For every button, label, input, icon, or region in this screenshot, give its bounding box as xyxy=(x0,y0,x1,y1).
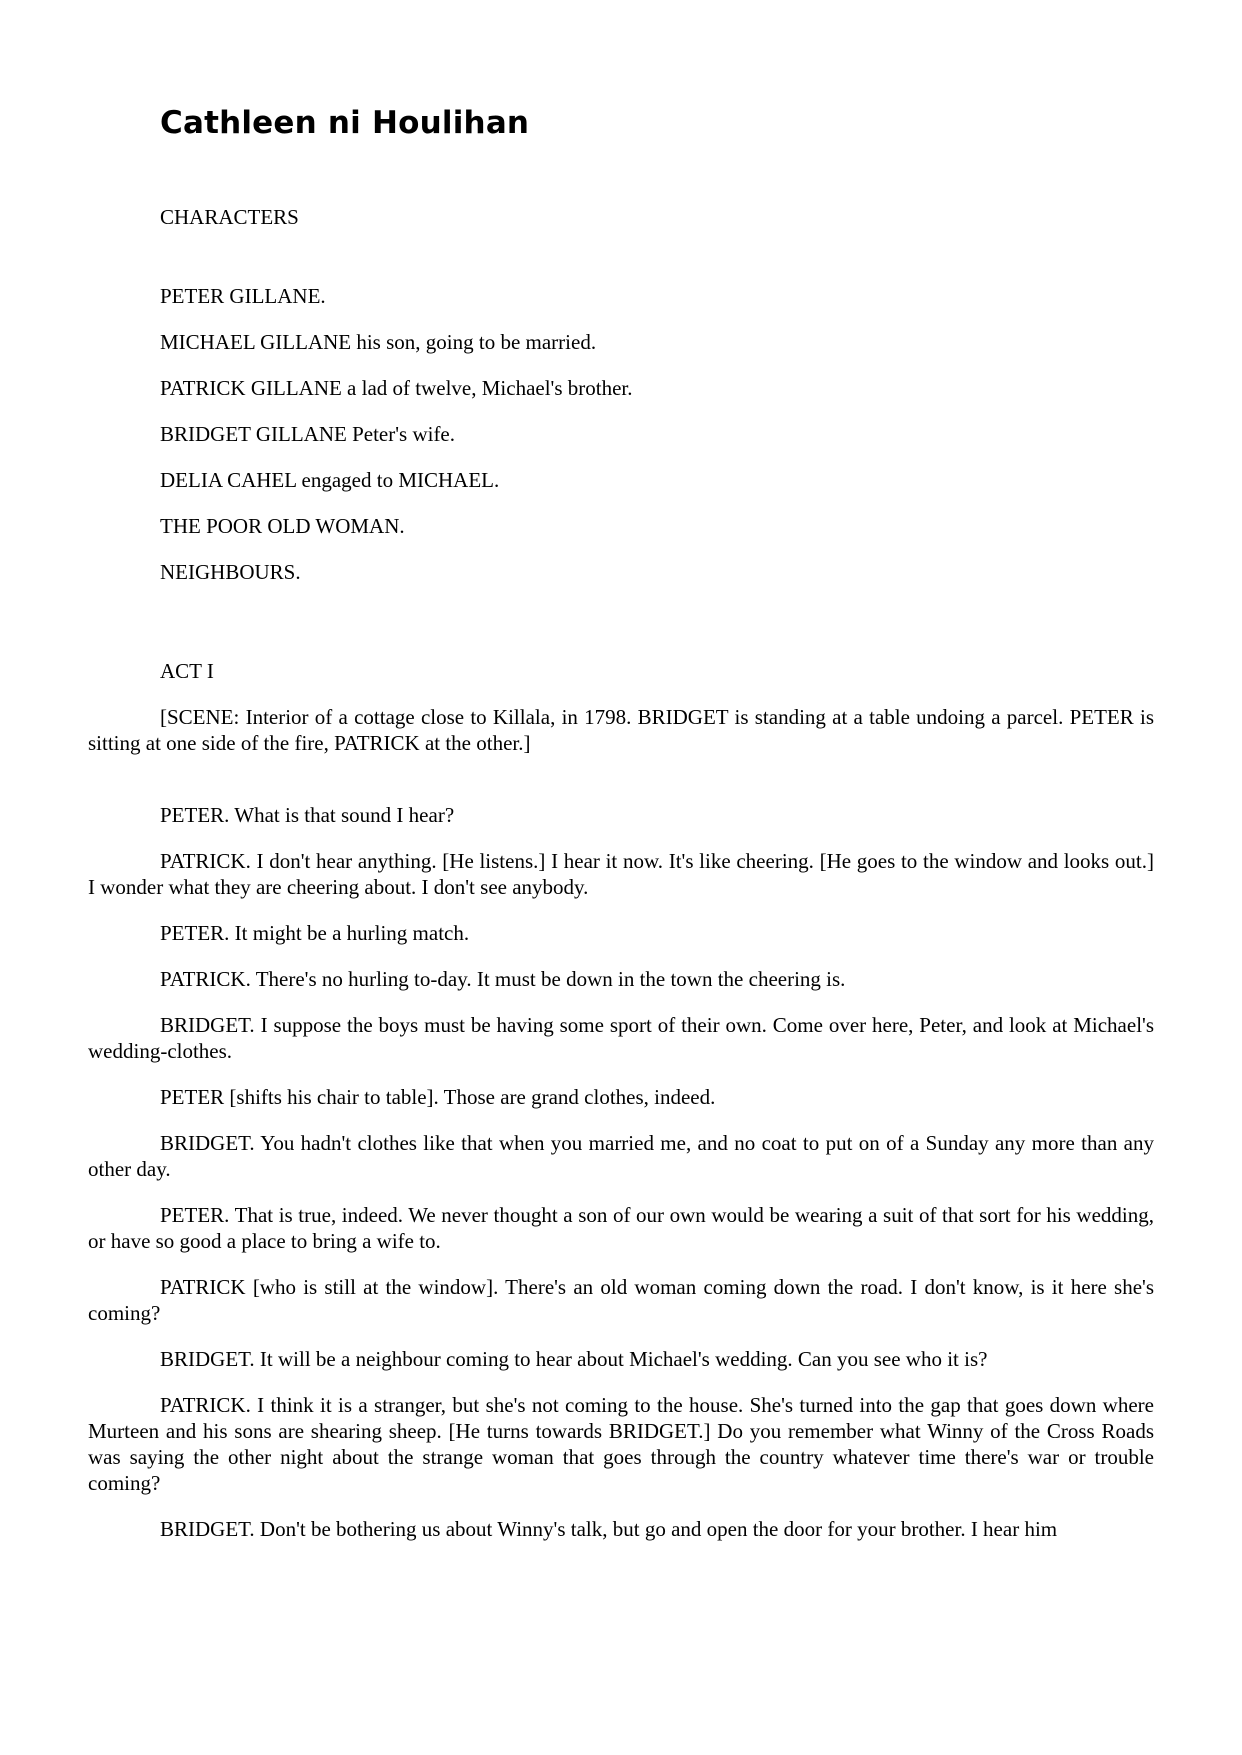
document-title: Cathleen ni Houlihan xyxy=(160,105,530,141)
dialogue-list xyxy=(88,802,1154,1542)
character-entry: PETER GILLANE. xyxy=(160,284,326,308)
document-body xyxy=(88,204,1154,1542)
character-entry: NEIGHBOURS. xyxy=(160,560,301,584)
character-entry: PATRICK GILLANE a lad of twelve, Michael's brother. xyxy=(160,376,633,400)
character-entry: BRIDGET GILLANE Peter's wife. xyxy=(160,422,456,446)
dialogue-line: PATRICK. I don't hear anything. [He listens.] I hear it now. It's like cheering. [He goes to the window and looks out.] I wonder what they are cheering about. I don't see anybody. xyxy=(88,849,1154,899)
act-heading: ACT I xyxy=(160,659,214,683)
dialogue-line: PATRICK. I think it is a stranger, but she's not coming to the house. She's turned into the gap that goes down where Murteen and his sons are shearing sheep. [He turns towards BRIDGET.] Do you remember what Winny of the Cross Roads was saying the other night about the strange woman that goes through the country whatever time there's war or trouble coming? xyxy=(88,1393,1154,1495)
dialogue-line: BRIDGET. It will be a neighbour coming to hear about Michael's wedding. Can you see who it is? xyxy=(160,1347,988,1371)
character-entry: DELIA CAHEL engaged to MICHAEL. xyxy=(160,468,500,492)
scene-direction: [SCENE: Interior of a cottage close to Killala, in 1798. BRIDGET is standing at a table undoing a parcel. PETER is sitting at one side of the fire, PATRICK at the other.] xyxy=(88,705,1154,755)
dialogue-line: PETER [shifts his chair to table]. Those are grand clothes, indeed. xyxy=(160,1085,716,1109)
character-entry: THE POOR OLD WOMAN. xyxy=(160,514,405,538)
dialogue-line: PETER. That is true, indeed. We never thought a son of our own would be wearing a suit of that sort for his wedding, or have so good a place to bring a wife to. xyxy=(88,1203,1154,1253)
dialogue-line: BRIDGET. You hadn't clothes like that when you married me, and no coat to put on of a Sunday any more than any other day. xyxy=(88,1131,1154,1181)
dialogue-line: PETER. It might be a hurling match. xyxy=(160,921,470,945)
dialogue-line: PATRICK [who is still at the window]. There's an old woman coming down the road. I don't know, is it here she's coming? xyxy=(88,1275,1154,1325)
dialogue-line: PETER. What is that sound I hear? xyxy=(160,803,455,827)
dialogue-line: BRIDGET. I suppose the boys must be having some sport of their own. Come over here, Peter, and look at Michael's wedding-clothes. xyxy=(88,1013,1154,1063)
dialogue-line: PATRICK. There's no hurling to-day. It must be down in the town the cheering is. xyxy=(160,967,846,991)
character-list xyxy=(88,283,1154,585)
document-page xyxy=(88,0,1154,1755)
character-entry: MICHAEL GILLANE his son, going to be married. xyxy=(160,330,597,354)
dialogue-line: BRIDGET. Don't be bothering us about Winny's talk, but go and open the door for your brother. I hear him xyxy=(160,1517,1058,1541)
characters-heading: CHARACTERS xyxy=(160,205,299,229)
